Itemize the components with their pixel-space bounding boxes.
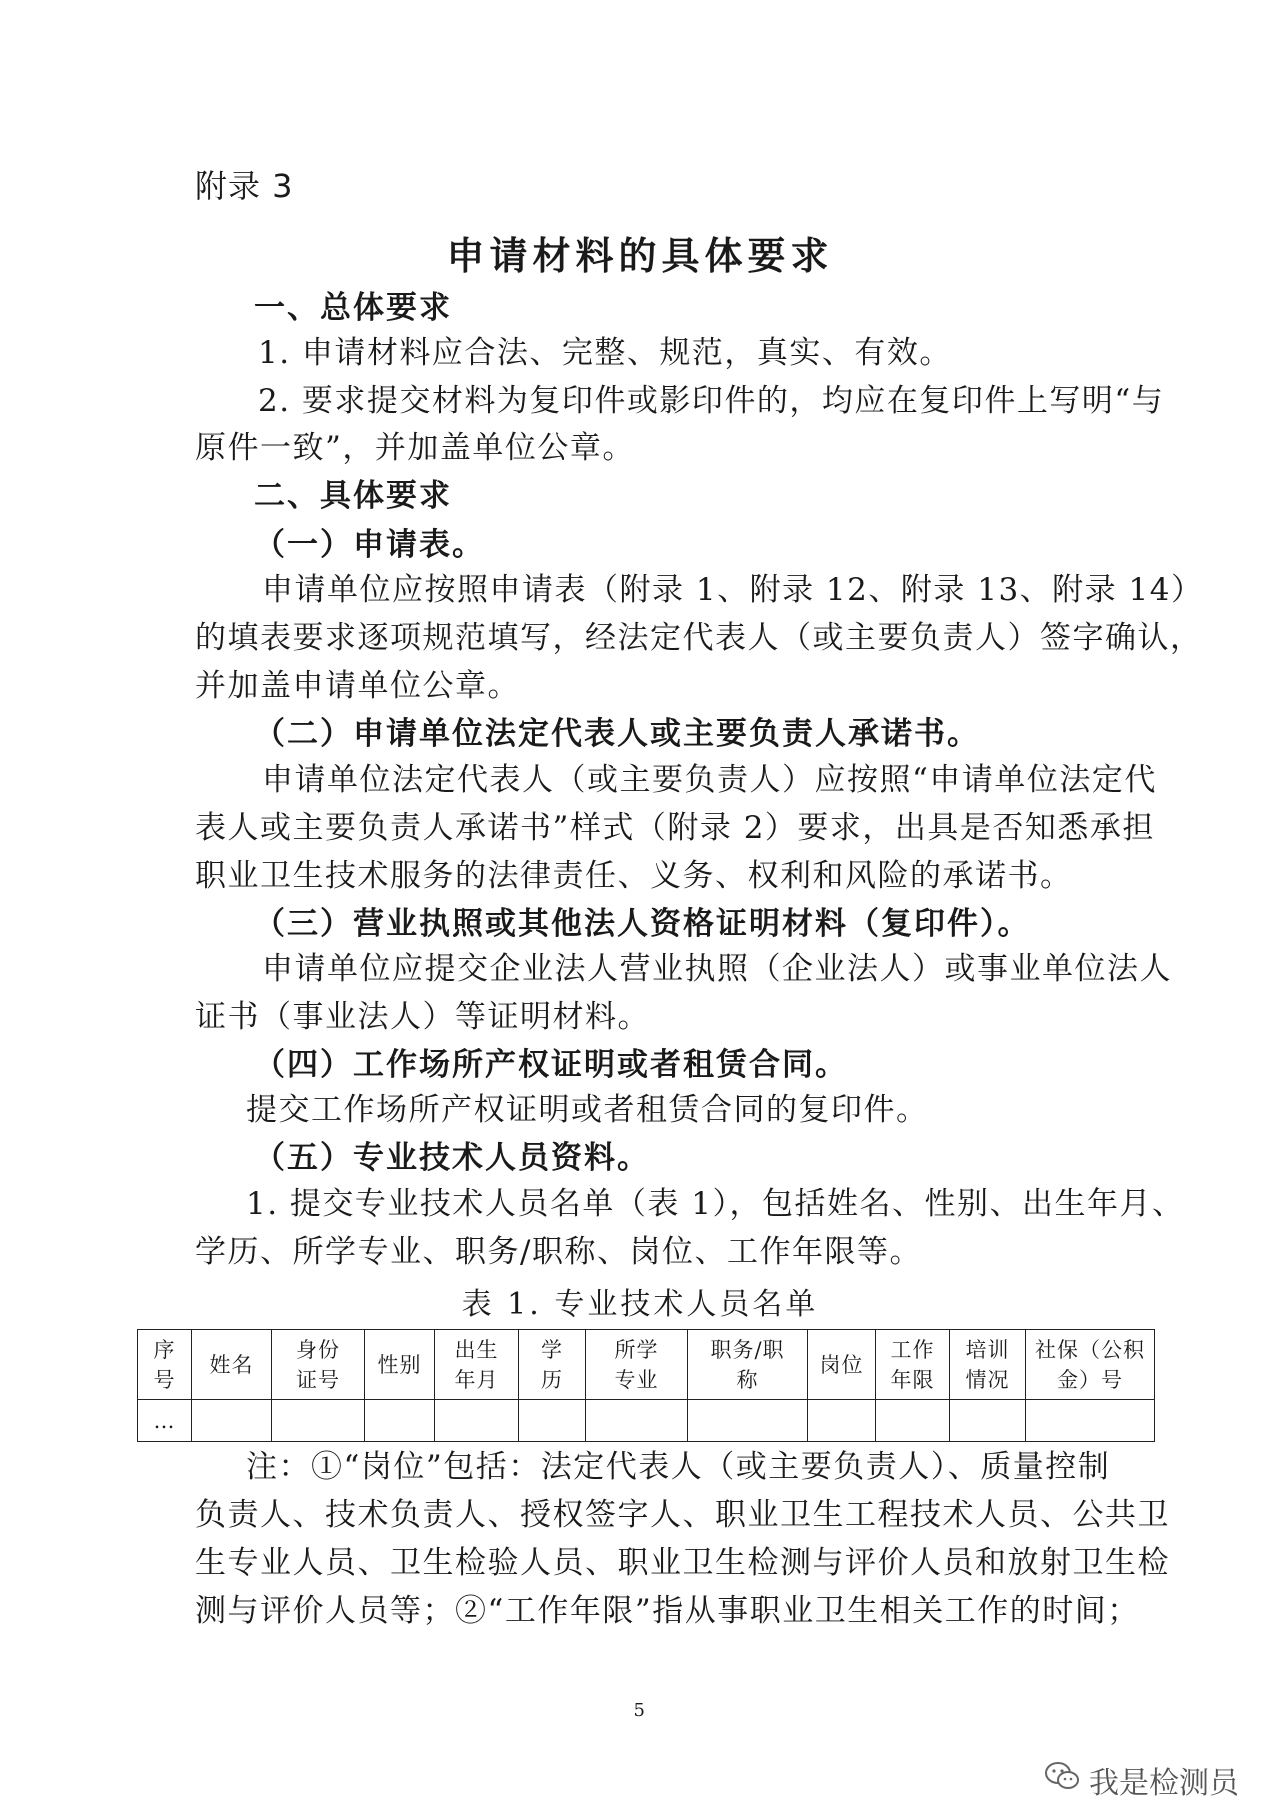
paragraph: 2. 要求提交材料为复印件或影印件的，均应在复印件上写明“与 (258, 383, 1165, 419)
table-caption: 表 1. 专业技术人员名单 (461, 1287, 819, 1322)
table-header-row (138, 1330, 1155, 1400)
note-line: 生专业人员、卫生检验人员、职业卫生检测与评价人员和放射卫生检 (195, 1545, 1170, 1581)
page-title: 申请材料的具体要求 (446, 234, 834, 278)
paragraph: 职业卫生技术服务的法律责任、义务、权利和风险的承诺书。 (195, 858, 1073, 894)
header-cell-social-security: 社保（公积 金）号 (1026, 1330, 1155, 1400)
table-cell (192, 1400, 272, 1442)
header-cell-title: 职务/职 称 (688, 1330, 808, 1400)
table-cell (688, 1400, 808, 1442)
note-line: 测与评价人员等；②“工作年限”指从事职业卫生相关工作的时间； (195, 1593, 1140, 1629)
table-cell (519, 1400, 586, 1442)
paragraph: 申请单位法定代表人（或主要负责人）应按照“申请单位法定代 (262, 762, 1157, 798)
paragraph: 提交工作场所产权证明或者租赁合同的复印件。 (246, 1092, 929, 1128)
subsection-heading: （四）工作场所产权证明或者租赁合同。 (254, 1047, 848, 1083)
paragraph: 申请单位应提交企业法人营业执照（企业法人）或事业单位法人 (262, 951, 1172, 987)
wechat-icon (1043, 1760, 1081, 1800)
header-cell-id-number: 身份 证号 (272, 1330, 365, 1400)
table-cell (435, 1400, 519, 1442)
header-cell-name: 姓名 (192, 1330, 272, 1400)
watermark-text: 我是检测员 (1089, 1766, 1239, 1801)
paragraph: 原件一致”，并加盖单位公章。 (195, 430, 635, 466)
header-cell-training: 培训 情况 (950, 1330, 1026, 1400)
paragraph: 并加盖申请单位公章。 (195, 668, 520, 704)
watermark (1043, 1758, 1239, 1802)
table-cell (272, 1400, 365, 1442)
section-heading-general: 一、总体要求 (254, 290, 452, 326)
table-cell (1026, 1400, 1155, 1442)
table-cell (808, 1400, 876, 1442)
section-heading-specific: 二、具体要求 (254, 478, 452, 514)
header-cell-major: 所学 专业 (586, 1330, 688, 1400)
paragraph: 申请单位应按照申请表（附录 1、附录 12、附录 13、附录 14） (262, 572, 1204, 608)
subsection-heading: （三）营业执照或其他法人资格证明材料（复印件）。 (254, 906, 1031, 942)
subsection-heading: （二）申请单位法定代表人或主要负责人承诺书。 (254, 716, 980, 752)
appendix-label: 附录 3 (195, 167, 294, 205)
header-cell-position: 岗位 (808, 1330, 876, 1400)
paragraph: 1. 申请材料应合法、完整、规范，真实、有效。 (258, 335, 952, 371)
paragraph: 学历、所学专业、职务/职称、岗位、工作年限等。 (195, 1234, 922, 1270)
paragraph: 的填表要求逐项规范填写，经法定代表人（或主要负责人）签字确认， (195, 620, 1203, 656)
header-cell-birth-date: 出生 年月 (435, 1330, 519, 1400)
paragraph: 表人或主要负责人承诺书”样式（附录 2）要求，出具是否知悉承担 (195, 810, 1155, 846)
page-number: 5 (633, 1700, 647, 1721)
subsection-heading: （一）申请表。 (254, 527, 485, 563)
paragraph: 证书（事业法人）等证明材料。 (195, 999, 650, 1035)
header-cell-education: 学 历 (519, 1330, 586, 1400)
note-line: 负责人、技术负责人、授权签字人、职业卫生工程技术人员、公共卫 (195, 1497, 1170, 1533)
note-line: 注：①“岗位”包括：法定代表人（或主要负责人）、质量控制 (246, 1449, 1111, 1485)
table-cell (950, 1400, 1026, 1442)
staff-list-table (137, 1329, 1155, 1442)
header-cell-number: 序 号 (138, 1330, 192, 1400)
header-cell-gender: 性别 (365, 1330, 435, 1400)
table-cell (365, 1400, 435, 1442)
table-cell (586, 1400, 688, 1442)
table-row (138, 1400, 1155, 1442)
subsection-heading: （五）专业技术人员资料。 (254, 1140, 650, 1176)
table-cell: … (138, 1400, 192, 1442)
table-cell (876, 1400, 950, 1442)
paragraph: 1. 提交专业技术人员名单（表 1），包括姓名、性别、出生年月、 (246, 1186, 1185, 1222)
header-cell-work-years: 工作 年限 (876, 1330, 950, 1400)
